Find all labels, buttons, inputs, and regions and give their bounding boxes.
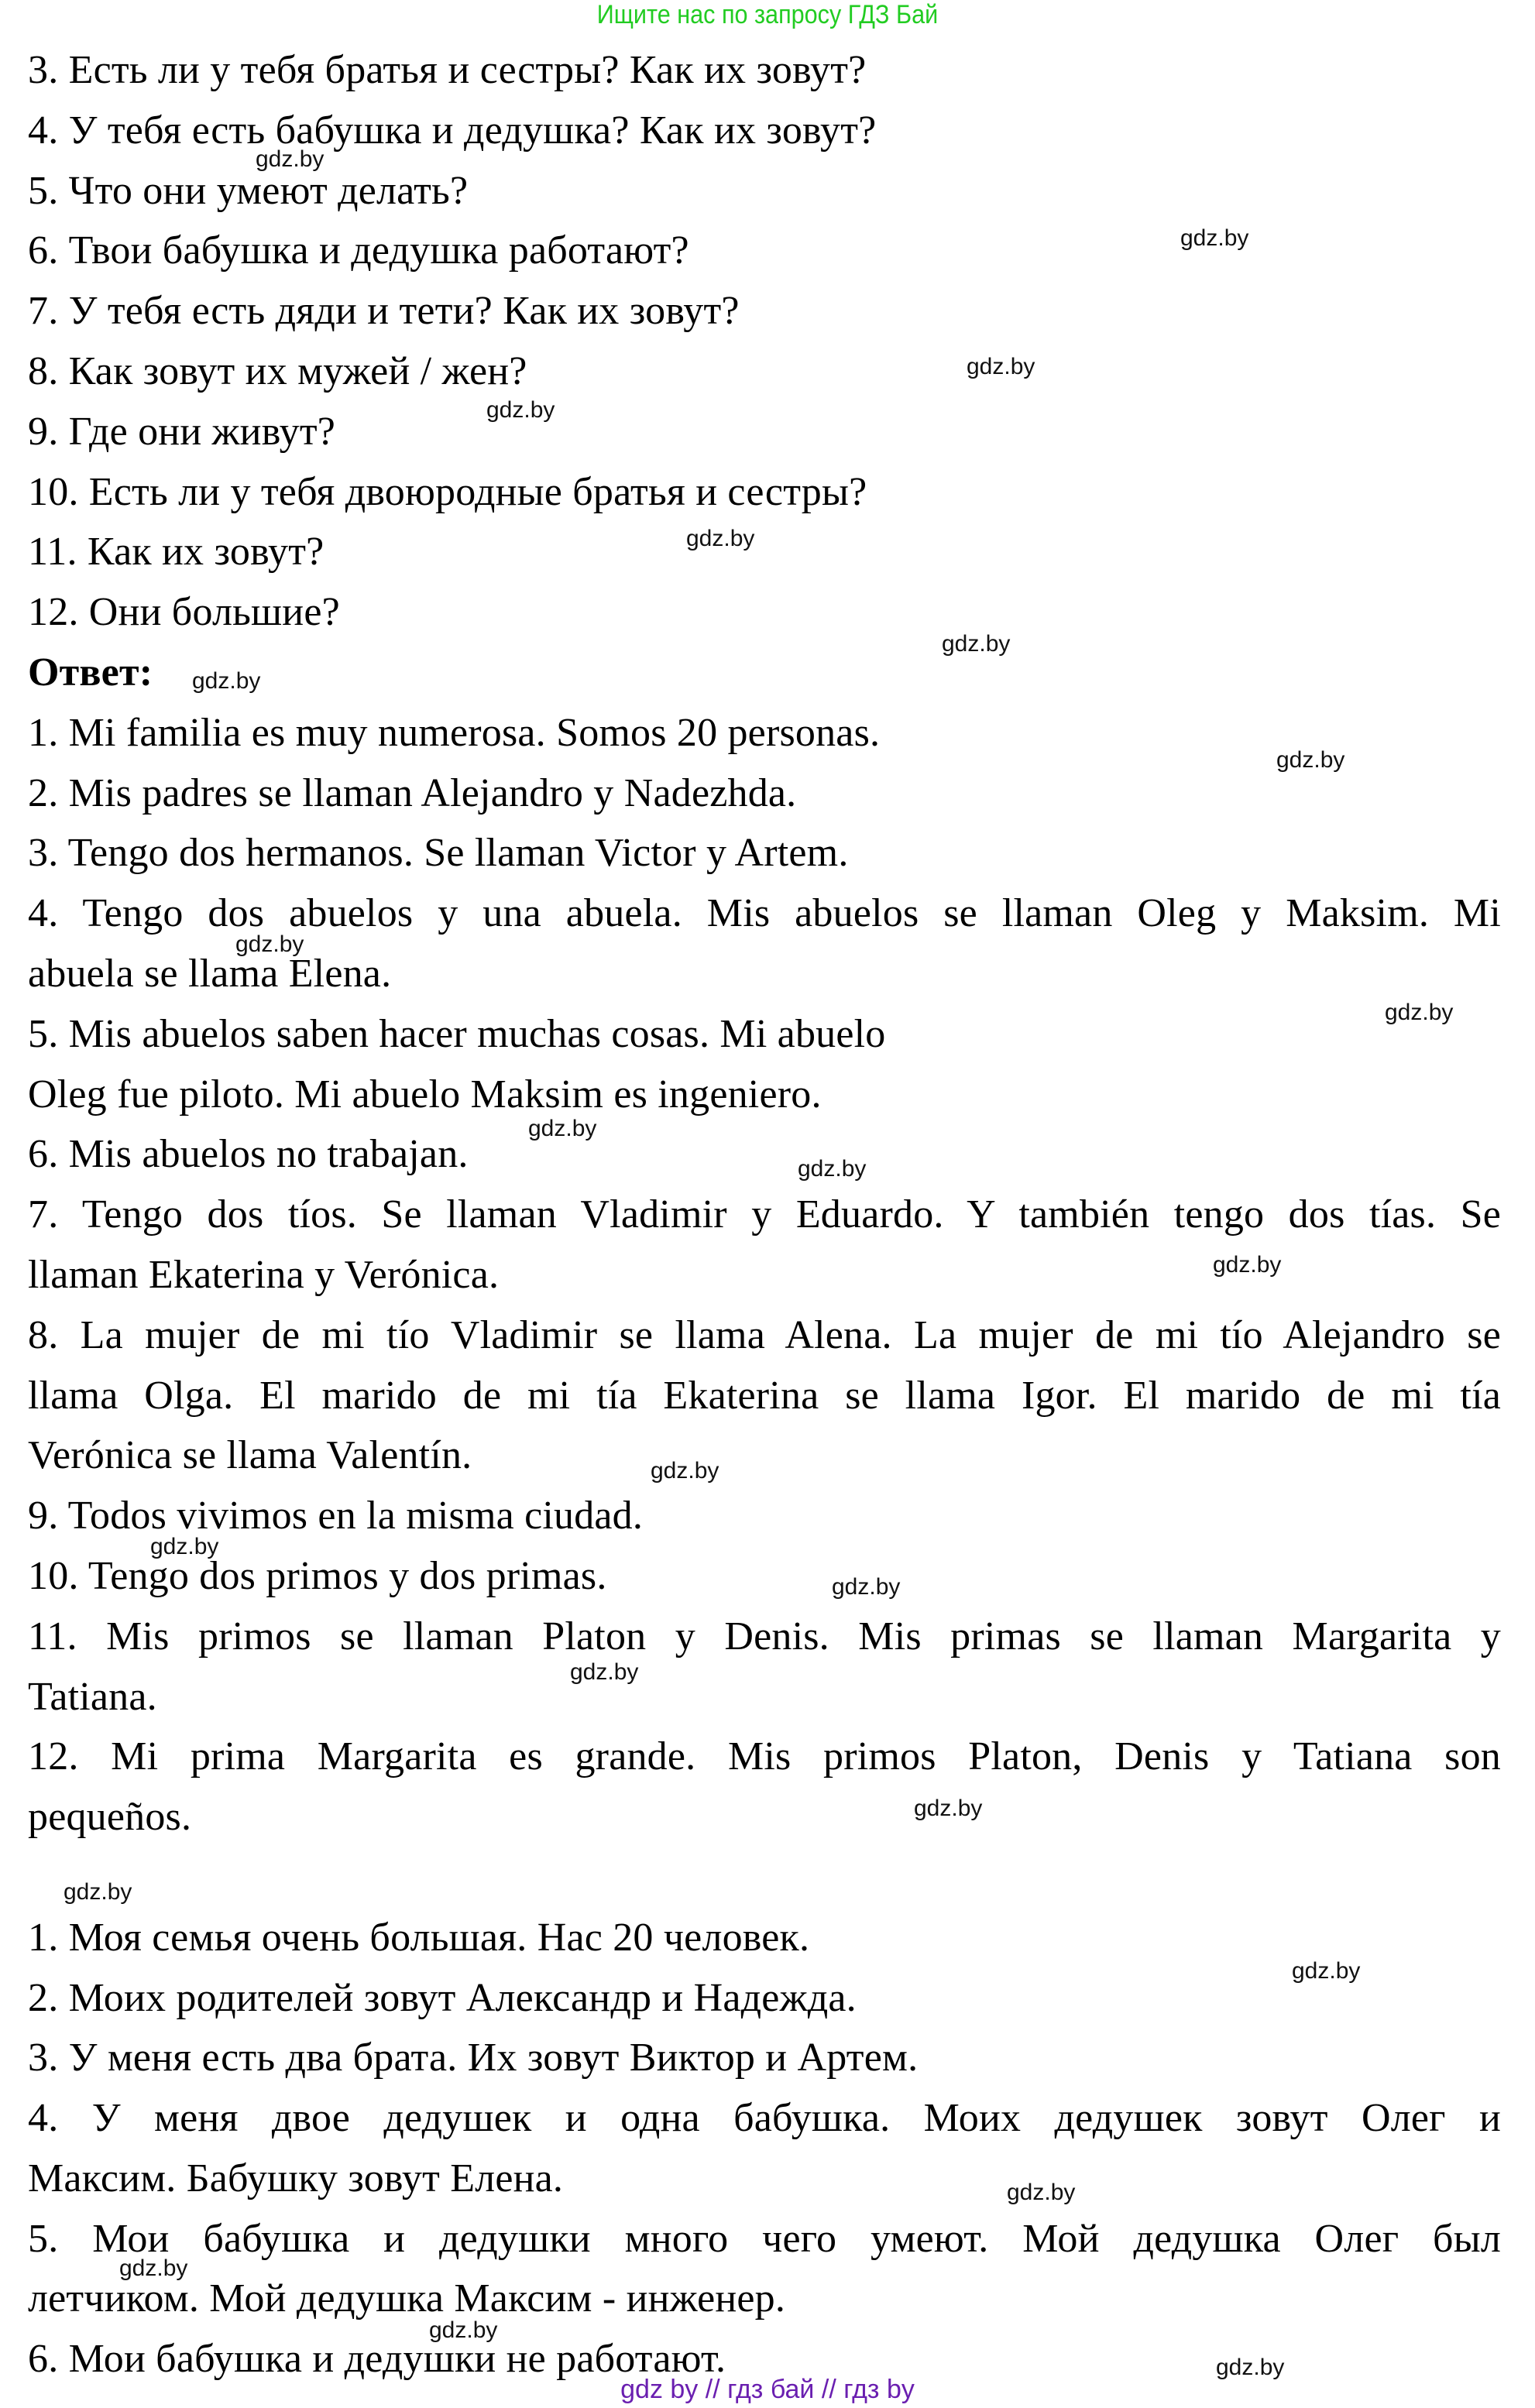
watermark-text: gdz.by [832,1574,901,1600]
text-line [28,281,1501,341]
text-line [28,1908,1501,1968]
text-line-content: 3. У меня есть два брата. Их зовут Виктор и Артем. [28,2036,919,2080]
text-line-content: 6. Mis abuelos no trabajan. [28,1132,469,1177]
text-line-content: 6. Мои бабушка и дедушки не работают. [28,2337,726,2382]
text-line-content: Ответ: [28,650,153,695]
watermark-text: gdz.by [914,1796,983,1821]
text-line-content: 10. Tengo dos primos y dos primas. [28,1553,607,1598]
watermark-text: gdz.by [528,1116,597,1141]
document-body [28,40,1501,2389]
text-line [28,1124,1501,1185]
text-line [28,341,1501,402]
text-line [28,823,1501,883]
text-line-content: 6. Твои бабушка и дедушка работают? [28,228,689,273]
footer-banner: gdz by // гдз бай // гдз by [620,2375,915,2404]
watermark-text: gdz.by [64,1879,132,1905]
watermark-text: gdz.by [570,1659,639,1685]
text-line [28,402,1501,462]
text-line [28,1305,1501,1366]
watermark-text: gdz.by [1276,747,1345,773]
watermark-text: gdz.by [192,668,261,694]
text-line-content: abuela se llama Elena. [28,951,392,996]
text-line-content: Максим. Бабушку зовут Елена. [28,2156,564,2200]
text-line-content: 11. Mis primos se llaman Platon y Denis. Mis primas se llaman Margarita y [28,1614,1501,1659]
text-line-content: 9. Todos vivimos en la misma ciudad. [28,1494,644,1538]
text-line [28,1667,1501,1727]
watermark-text: gdz.by [235,931,304,957]
watermark-text: gdz.by [967,354,1035,379]
text-line-content: 8. La mujer de mi tío Vladimir se llama Alena. La mujer de mi tío Alejandro se [28,1312,1501,1357]
text-line-content: 3. Tengo dos hermanos. Se llaman Victor y Artem. [28,831,849,876]
watermark-text: gdz.by [429,2317,498,2343]
watermark-text: gdz.by [1213,1252,1282,1278]
watermark-text: gdz.by [1292,1958,1361,1984]
text-line-content: llama Olga. El marido de mi tía Ekaterina se llama Igor. El marido de mi tía [28,1373,1501,1418]
text-line [28,161,1501,221]
text-line-content: Tatiana. [28,1674,157,1719]
text-line [28,1968,1501,2029]
text-line-content: llaman Ekaterina y Verónica. [28,1252,500,1297]
text-line-content: 12. Они большие? [28,590,340,635]
text-line-content: 4. Tengo dos abuelos y una abuela. Mis abuelos se llaman Oleg y Maksim. Mi [28,891,1501,936]
text-line [28,582,1501,643]
watermark-text: gdz.by [119,2255,188,2281]
text-line-content: 7. У тебя есть дяди и тети? Как их зовут? [28,289,740,334]
text-line-content: 10. Есть ли у тебя двоюродные братья и сестры? [28,469,867,514]
text-line [28,1065,1501,1125]
text-line-content: 5. Что они умеют делать? [28,168,469,213]
text-line-content: 5. Mis abuelos saben hacer muchas cosas. Mi abuelo [28,1011,886,1056]
text-line [28,1727,1501,1787]
text-line-content: 5. Мои бабушка и дедушки много чего умеют. Мой дедушка Олег был [28,2216,1501,2261]
text-line-content: 3. Есть ли у тебя братья и сестры? Как их зовут? [28,48,867,92]
text-line [28,1185,1501,1245]
text-line [28,1486,1501,1546]
text-line [28,2269,1501,2329]
watermark-text: gdz.by [1385,1000,1454,1025]
watermark-text: gdz.by [1216,2355,1285,2380]
watermark-text: gdz.by [486,397,555,423]
text-line-content: 2. Моих родителей зовут Александр и Надежда. [28,1975,857,2020]
text-line-content: Oleg fue piloto. Mi abuelo Maksim es ingeniero. [28,1072,822,1117]
watermark-text: gdz.by [798,1156,867,1182]
text-line [28,1607,1501,1667]
text-line [28,1787,1501,1847]
text-line-content: летчиком. Мой дедушка Максим - инженер. [28,2276,786,2321]
text-line [28,101,1501,161]
text-line [28,522,1501,582]
text-line-content: 4. У тебя есть бабушка и дедушка? Как их зовут? [28,108,877,153]
text-line-content: Verónica se llama Valentín. [28,1433,472,1478]
text-line [28,1366,1501,1426]
text-line-content: 4. У меня двое дедушек и одна бабушка. Моих дедушек зовут Олег и [28,2096,1501,2141]
text-line-content: 11. Как их зовут? [28,530,325,575]
watermark-text: gdz.by [651,1458,719,1484]
text-line-content: 2. Mis padres se llaman Alejandro y Nadezhda. [28,770,797,815]
search-banner: Ищите нас по запросу ГДЗ Бай [596,0,939,29]
watermark-text: gdz.by [686,526,755,551]
text-line [28,1425,1501,1486]
text-line [28,2088,1501,2149]
watermark-text: gdz.by [256,146,325,172]
text-line [28,221,1501,281]
text-line [28,2149,1501,2209]
text-line [28,2209,1501,2269]
text-line [28,1546,1501,1607]
text-line-content: 9. Где они живут? [28,409,336,454]
text-line-content: 8. Как зовут их мужей / жен? [28,348,527,393]
text-line [28,1847,1501,1908]
text-line [28,2028,1501,2088]
text-line-content: 1. Моя семья очень большая. Нас 20 человек. [28,1915,810,1960]
text-line-content: 1. Mi familia es muy numerosa. Somos 20 personas. [28,710,881,755]
text-line-content: 12. Mi prima Margarita es grande. Mis primos Platon, Denis y Tatiana son [28,1734,1501,1779]
text-line-content: pequeños. [28,1795,192,1840]
text-line [28,40,1501,101]
watermark-text: gdz.by [942,631,1011,657]
watermark-text: gdz.by [1180,225,1249,251]
text-line [28,1004,1501,1065]
watermark-text: gdz.by [150,1534,219,1559]
text-line [28,462,1501,523]
text-line-content: 7. Tengo dos tíos. Se llaman Vladimir y Eduardo. Y también tengo dos tías. Se [28,1192,1501,1237]
watermark-text: gdz.by [1007,2180,1076,2205]
